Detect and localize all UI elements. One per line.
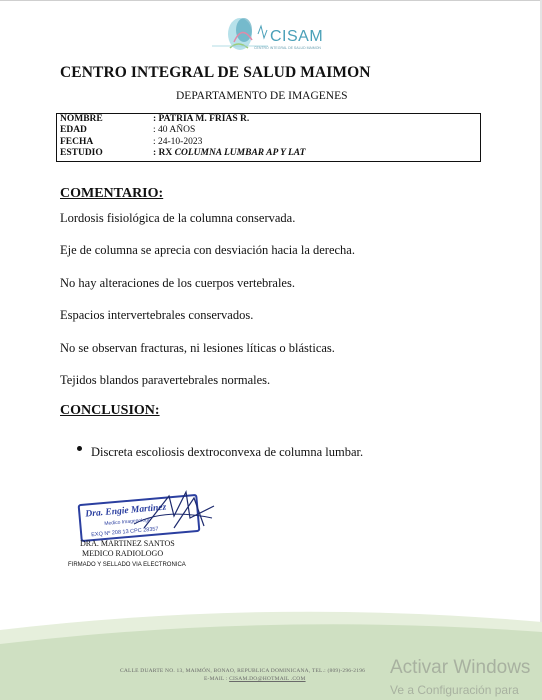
- activation-watermark-sub: Ve a Configuración para: [390, 683, 519, 697]
- logo-text: CISAM: [270, 28, 324, 45]
- activation-watermark: Activar Windows: [390, 657, 531, 678]
- comentario-paragraph: Tejidos blandos paravertebrales normales.: [60, 373, 271, 387]
- comentario-heading: COMENTARIO:: [60, 186, 164, 201]
- institution-title: CENTRO INTEGRAL DE SALUD MAIMON: [60, 64, 371, 81]
- signer-role: MEDICO RADIOLOGO: [82, 549, 164, 558]
- footer-address: CALLE DUARTE NO. 13, MAIMÓN, BONAO, REPUBLICA DOMINICANA, TEL.: (809)-296-2196: [120, 668, 366, 674]
- info-value: [153, 148, 305, 159]
- info-value-prefix: : RX: [153, 148, 175, 158]
- info-value: : PATRIA M. FRIAS R.: [153, 114, 250, 124]
- footer-email-label: E-MAIL :: [204, 676, 230, 682]
- info-label: EDAD: [60, 125, 87, 135]
- svg-text:Dra. Engie Martinez: Dra. Engie Martinez: [85, 502, 167, 520]
- department-title: DEPARTAMENTO DE IMAGENES: [176, 90, 348, 102]
- info-value-study: COLUMNA LUMBAR AP Y LAT: [174, 148, 306, 158]
- comentario-paragraph: Eje de columna se aprecia con desviación hacia la derecha.: [60, 243, 355, 257]
- comentario-paragraph: No hay alteraciones de los cuerpos vertebrales.: [60, 276, 295, 290]
- signature-stamp-icon: [74, 488, 224, 544]
- info-value: : 40 AÑOS: [153, 125, 196, 135]
- info-value: : 24-10-2023: [153, 137, 203, 147]
- info-label: FECHA: [60, 137, 94, 147]
- page-top-border: [0, 0, 542, 1]
- comentario-paragraph: No se observan fracturas, ni lesiones líticas o blásticas.: [60, 341, 335, 355]
- info-label: NOMBRE: [60, 114, 103, 124]
- conclusion-item: Discreta escoliosis dextroconvexa de columna lumbar.: [91, 445, 364, 459]
- footer-email-line: [204, 676, 306, 682]
- info-label: ESTUDIO: [60, 148, 103, 158]
- conclusion-heading: CONCLUSION:: [60, 403, 160, 418]
- signature-note: FIRMADO Y SELLADO VIA ELECTRONICA: [68, 562, 186, 568]
- footer-email: CISAM.DO@HOTMAIL .COM: [229, 676, 306, 682]
- svg-text:EXQ Nº 208 13 CPC 28357: EXQ Nº 208 13 CPC 28357: [91, 526, 159, 539]
- comentario-paragraph: Espacios intervertebrales conservados.: [60, 308, 254, 322]
- comentario-paragraph: Lordosis fisiológica de la columna conservada.: [60, 211, 296, 225]
- svg-text:Medico Imagenologo: Medico Imagenologo: [104, 517, 151, 528]
- signer-name: DRA. MARTINEZ SANTOS: [80, 539, 175, 548]
- bullet-icon: [77, 446, 82, 451]
- logo-subtitle: CENTRO INTEGRAL DE SALUD MAIMON: [254, 46, 321, 50]
